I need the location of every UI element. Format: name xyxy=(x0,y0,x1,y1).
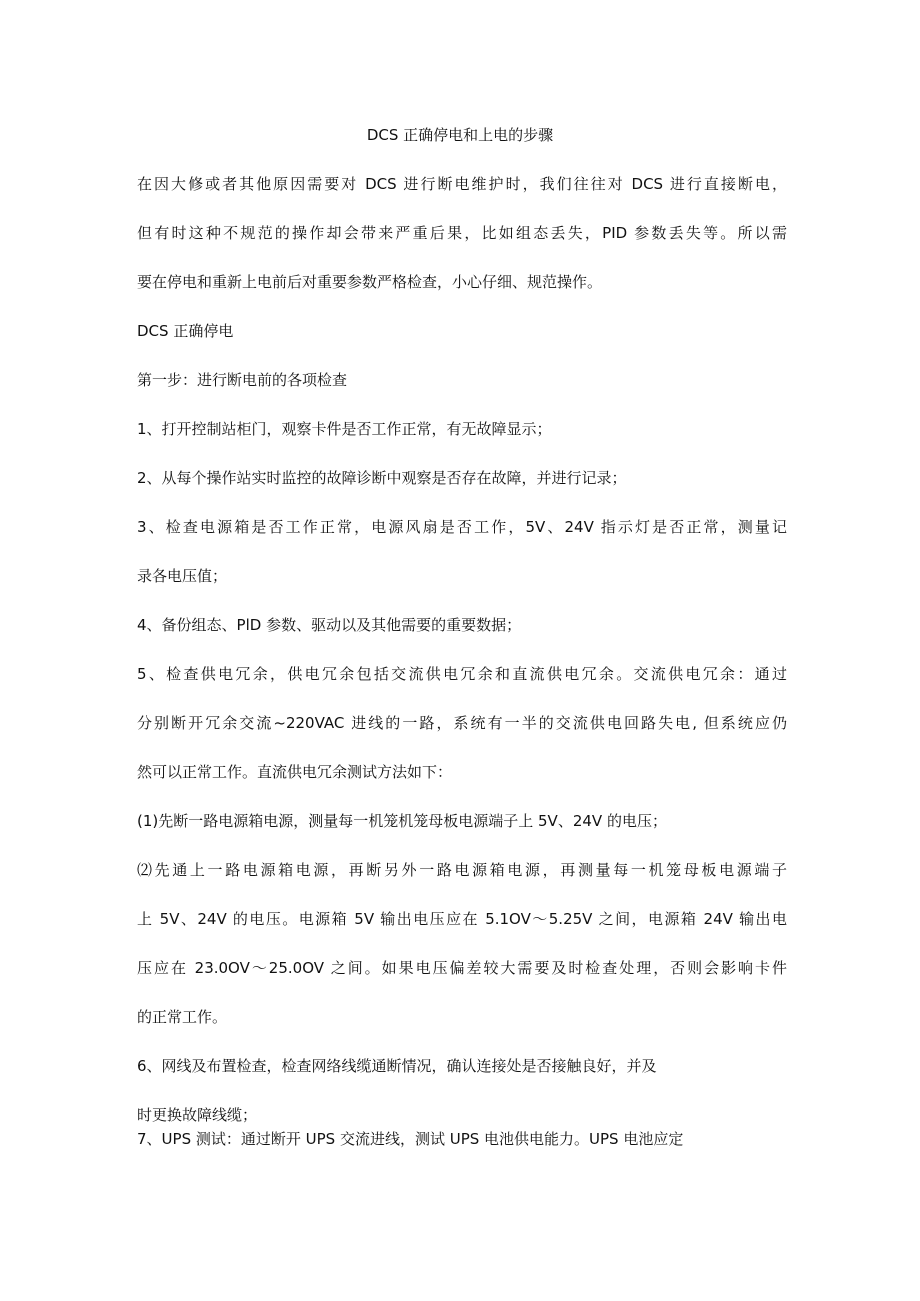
paragraph-line: 要在停电和重新上电前后对重要参数严格检查，小心仔细、规范操作。 xyxy=(137,273,603,291)
sub-list-item-continuation: 压应在 23.0OV～25.0OV 之间。如果电压偏差较大需要及时检查处理，否则会影响卡件 xyxy=(137,959,787,977)
list-item: 5、检查供电冗余，供电冗余包括交流供电冗余和直流供电冗余。交流供电冗余：通过 xyxy=(137,665,787,683)
sub-list-item-continuation: 的正常工作。 xyxy=(137,1008,228,1026)
list-item: 6、网线及布置检查，检查网络线缆通断情况，确认连接处是否接触良好，并及 xyxy=(137,1057,657,1075)
list-item: 4、备份组态、PlD 参数、驱动以及其他需要的重要数据； xyxy=(137,616,522,634)
list-item-continuation: 时更换故障线缆； xyxy=(137,1106,258,1124)
list-item-continuation: 然可以正常工作。直流供电冗余测试方法如下： xyxy=(137,763,453,781)
sub-list-item: (1)先断一路电源箱电源，测量每一机笼机笼母板电源端子上 5V、24V 的电压； xyxy=(137,812,667,830)
section-heading: DCS 正确停电 xyxy=(137,322,234,340)
sub-list-item: ⑵先通上一路电源箱电源，再断另外一路电源箱电源，再测量每一机笼母板电源端子 xyxy=(137,861,787,879)
document-title: DCS 正确停电和上电的步骤 xyxy=(366,126,554,144)
list-item: 3、检查电源箱是否工作正常，电源风扇是否工作，5V、24V 指示灯是否正常，测量记 xyxy=(137,518,787,536)
list-item: 1、打开控制站柜门，观察卡件是否工作正常，有无故障显示； xyxy=(137,420,552,438)
list-item-continuation: 分别断开冗余交流~220VAC 进线的一路，系统有一半的交流供电回路失电, 但系统应仍 xyxy=(137,714,787,732)
step-heading: 第一步：进行断电前的各项检查 xyxy=(137,371,348,389)
list-item: 7、UPS 测试：通过断开 UPS 交流进线，测试 UPS 电池供电能力。UPS 电池应定 xyxy=(137,1130,684,1148)
sub-list-item-continuation: 上 5V、24V 的电压。电源箱 5V 输出电压应在 5.1OV～5.25V 之间，电源箱 24V 输出电 xyxy=(137,910,787,928)
paragraph-line: 但有时这种不规范的操作却会带来严重后果，比如组态丢失，PID 参数丢失等。所以需 xyxy=(137,224,787,242)
list-item-continuation: 录各电压值； xyxy=(137,567,228,585)
list-item: 2、从每个操作站实时监控的故障诊断中观察是否存在故障，并进行记录； xyxy=(137,469,627,487)
paragraph-line: 在因大修或者其他原因需要对 DCS 进行断电维护时，我们往往对 DCS 进行直接断电， xyxy=(137,175,787,193)
